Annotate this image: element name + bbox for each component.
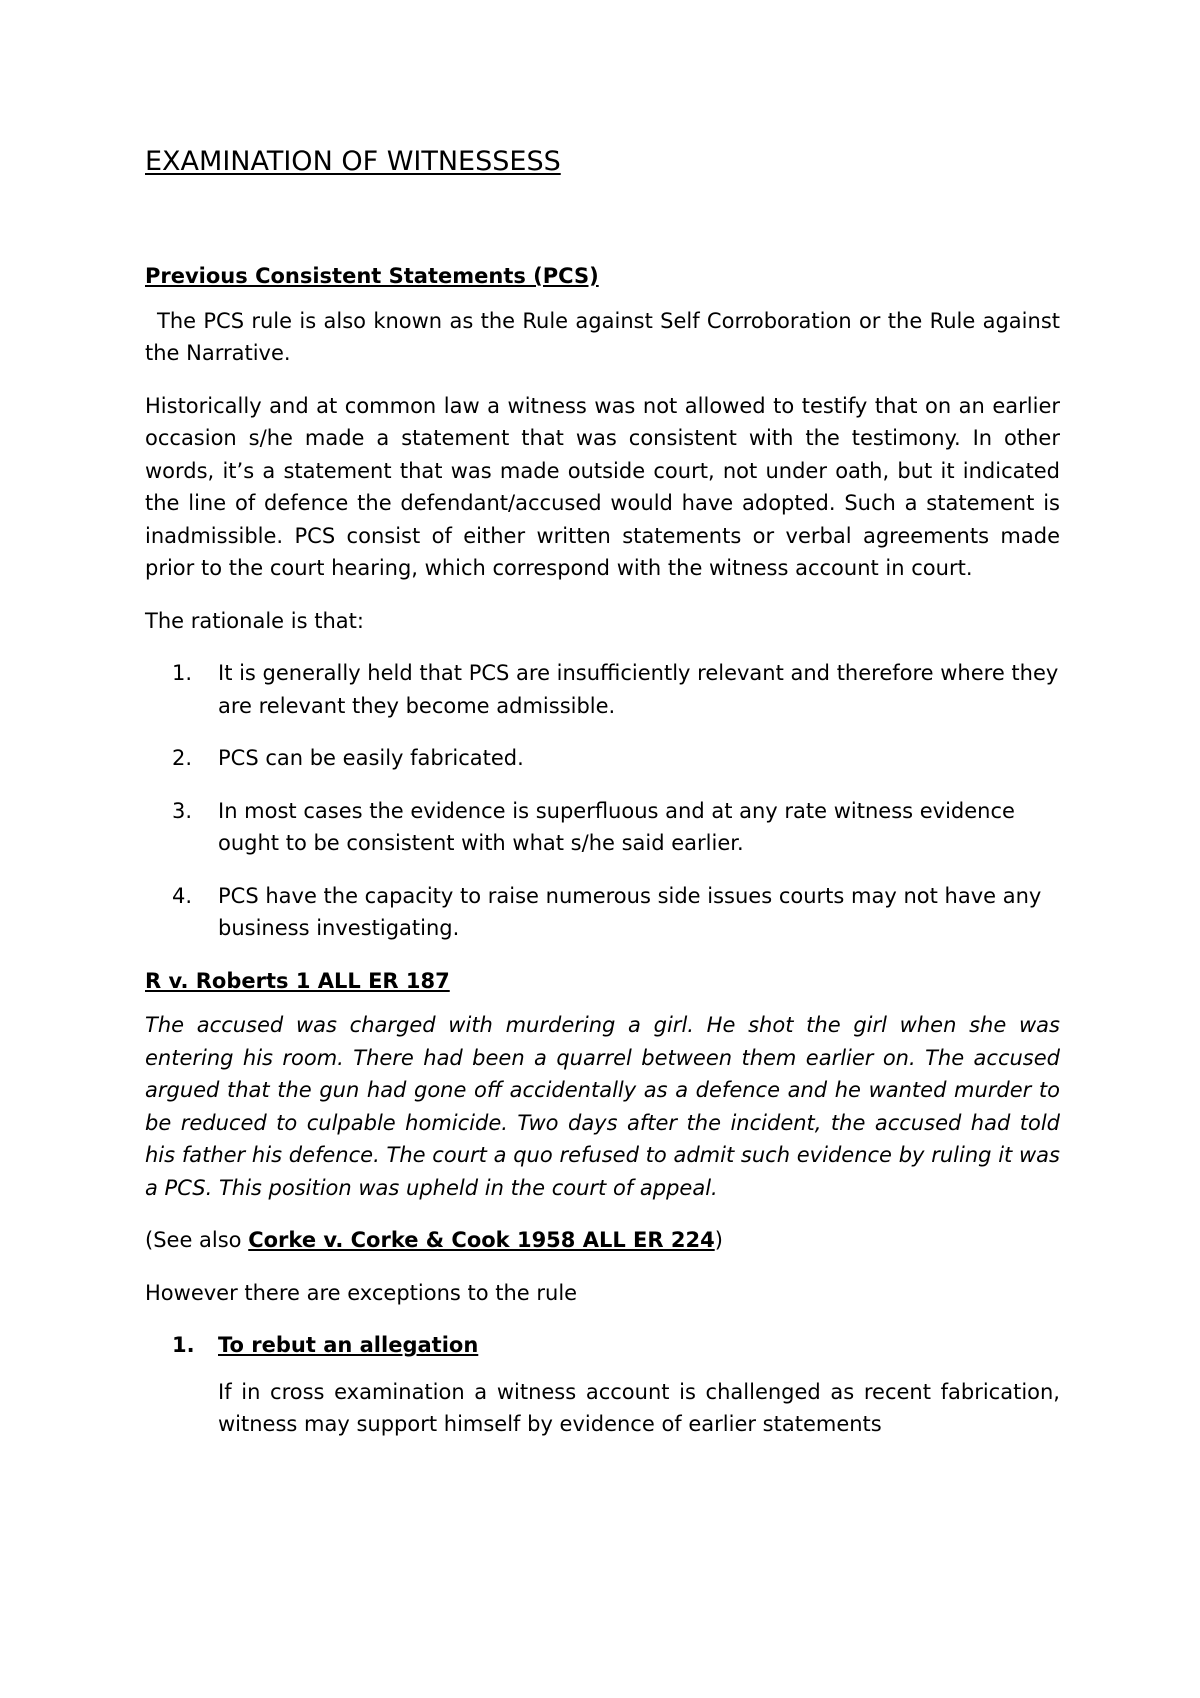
list-item-text: In most cases the evidence is superfluous and at any rate witness evidence ought to be consistent with what s/he said earlier.	[218, 798, 1015, 855]
exception-item	[145, 1329, 1060, 1362]
history-paragraph: Historically and at common law a witness was not allowed to testify that on an earlier occasion s/he made a statement that was consistent with the testimony. In other words, it’s a statement that was made outside court, not under oath, but it indicated the line of defence the defendant/accused would have adopted. Such a statement is inadmissible. PCS consist of either written statements or verbal agreements made prior to the court hearing, which correspond with the witness account in court.	[145, 393, 1060, 580]
see-also-line	[145, 1224, 1060, 1257]
list-item-text: PCS can be easily fabricated.	[218, 746, 524, 770]
case-summary: The accused was charged with murdering a girl. He shot the girl when she was entering his room. There had been a quarrel between them earlier on. The accused argued that the gun had gone off accidentally as a defence and he wanted murder to be reduced to culpable homicide. Two days after the incident, the accused had told his father his defence. The court a quo refused to admit such evidence by ruling it was a PCS. This position was upheld in the court of appeal.	[145, 1013, 1060, 1200]
rationale-list	[145, 657, 1060, 945]
exceptions-intro: However there are exceptions to the rule	[145, 1280, 578, 1305]
intro-paragraph: The PCS rule is also known as the Rule against Self Corroboration or the Rule against the Narrative.	[145, 308, 1060, 365]
exception-number: 1.	[172, 1333, 195, 1357]
exception-text: If in cross examination a witness account is challenged as recent fabrication, witness may support himself by evidence of earlier statements	[218, 1379, 1060, 1436]
see-also-case: Corke v. Corke & Cook 1958 ALL ER 224	[248, 1228, 715, 1252]
list-item	[145, 880, 1060, 945]
document-title: EXAMINATION OF WITNESSESS	[145, 146, 561, 177]
see-also-suffix: )	[714, 1228, 723, 1252]
list-item	[145, 742, 1060, 775]
document-body	[145, 260, 1060, 1441]
see-also-prefix: (See also	[145, 1228, 249, 1252]
list-item-text: PCS have the capacity to raise numerous side issues courts may not have any business investigating.	[218, 883, 1042, 940]
case-heading: R v. Roberts 1 ALL ER 187	[145, 968, 450, 993]
list-item-number: 1.	[172, 661, 193, 685]
list-item-text: It is generally held that PCS are insufficiently relevant and therefore where they are relevant they become admissible.	[218, 661, 1059, 718]
exception-heading: To rebut an allegation	[218, 1333, 479, 1357]
section-heading: Previous Consistent Statements (PCS)	[145, 264, 599, 288]
list-item	[145, 795, 1060, 860]
rationale-intro: The rationale is that:	[145, 608, 364, 633]
list-item-number: 4.	[172, 883, 193, 908]
list-item-number: 2.	[172, 746, 193, 770]
list-item	[145, 657, 1060, 722]
list-item-number: 3.	[172, 798, 193, 823]
